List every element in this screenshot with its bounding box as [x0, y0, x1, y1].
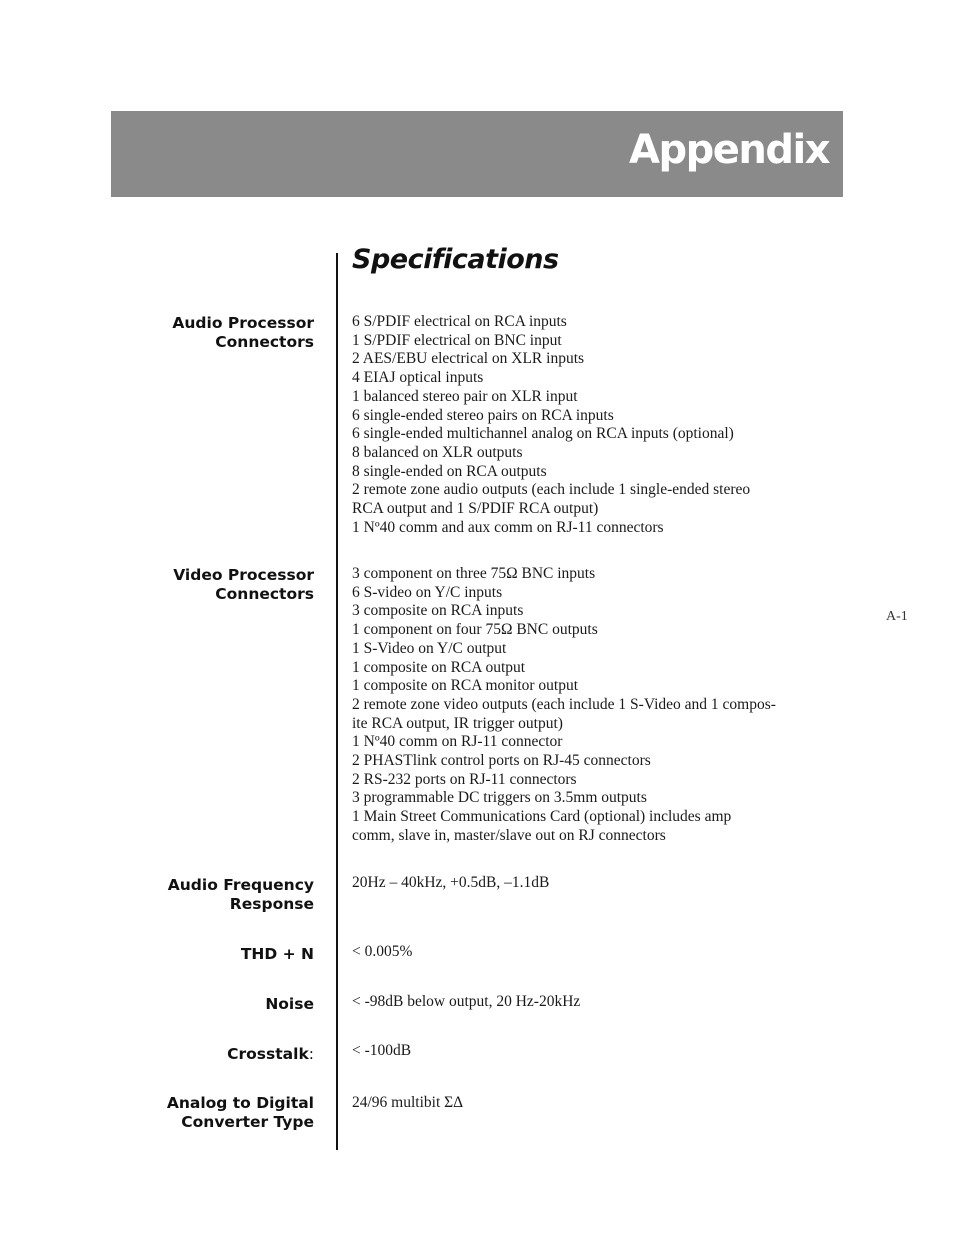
spec-value-line: 3 composite on RCA inputs — [352, 602, 524, 620]
spec-value-line: RCA output and 1 S/PDIF RCA output) — [352, 500, 599, 518]
spec-label-line-wrap — [74, 1045, 314, 1064]
spec-value-line: 6 single-ended multichannel analog on RCA inputs (optional) — [352, 425, 734, 443]
spec-value-line: 6 S/PDIF electrical on RCA inputs — [352, 313, 567, 330]
spec-value-line: < 0.005% — [352, 943, 413, 960]
spec-value-line: < -98dB below output, 20 Hz-20kHz — [352, 993, 581, 1010]
spec-value-line: 4 EIAJ optical inputs — [352, 369, 484, 387]
spec-label-line: Connectors — [215, 333, 314, 351]
spec-label — [74, 314, 314, 352]
spec-value-line: 2 RS-232 ports on RJ-11 connectors — [352, 770, 577, 788]
spec-value-line: ite RCA output, IR trigger output) — [352, 714, 563, 732]
spec-label-line: Noise — [265, 995, 314, 1013]
spec-values — [352, 1042, 852, 1061]
spec-value-line: 1 composite on RCA monitor output — [352, 677, 579, 695]
spec-value-line: 1 Nº40 comm and aux comm on RJ-11 connectors — [352, 518, 664, 536]
spec-value-line: 1 Nº40 comm on RJ-11 connector — [352, 733, 563, 751]
spec-value-line: 1 balanced stereo pair on XLR input — [352, 387, 578, 405]
spec-value-line: 8 single-ended on RCA outputs — [352, 462, 547, 480]
spec-values — [352, 943, 852, 962]
spec-value-line: 6 single-ended stereo pairs on RCA inputs — [352, 406, 614, 424]
spec-value-line: 3 programmable DC triggers on 3.5mm outputs — [352, 789, 647, 807]
spec-value-line: 1 S-Video on Y/C output — [352, 639, 507, 657]
spec-value-line: 6 S-video on Y/C inputs — [352, 583, 503, 601]
spec-values — [352, 313, 852, 537]
spec-value-line: 2 AES/EBU electrical on XLR inputs — [352, 350, 585, 368]
spec-label-suffix: : — [308, 1045, 314, 1063]
spec-value-line: 3 component on three 75Ω BNC inputs — [352, 565, 596, 582]
spec-value-line: 2 remote zone audio outputs (each include 1 single-ended stereo — [352, 481, 751, 499]
spec-label — [74, 876, 314, 914]
spec-label-line: THD + N — [240, 945, 314, 963]
spec-value-line: 24/96 multibit ΣΔ — [352, 1094, 464, 1111]
spec-value-line: 1 composite on RCA output — [352, 658, 526, 676]
spec-label-line: Connectors — [215, 585, 314, 603]
spec-values — [352, 565, 852, 846]
spec-value-line: 1 S/PDIF electrical on BNC input — [352, 331, 562, 349]
spec-value-line: comm, slave in, master/slave out on RJ connectors — [352, 826, 666, 844]
spec-label-line: Analog to Digital — [166, 1094, 314, 1112]
spec-value-line: 2 remote zone video outputs (each include 1 S-Video and 1 compos- — [352, 695, 776, 713]
spec-value-line: 1 Main Street Communications Card (optional) includes amp — [352, 808, 732, 826]
spec-label-line: Audio Frequency — [167, 876, 314, 894]
spec-value-line: 1 component on four 75Ω BNC outputs — [352, 621, 598, 639]
spec-label-line: Crosstalk — [227, 1045, 309, 1063]
spec-label — [74, 945, 314, 964]
chapter-title: Appendix — [629, 127, 829, 173]
spec-values — [352, 1094, 852, 1113]
spec-label — [74, 1094, 314, 1132]
section-title: Specifications — [352, 244, 559, 275]
spec-value-line: 8 balanced on XLR outputs — [352, 443, 523, 461]
spec-label — [74, 995, 314, 1014]
spec-values — [352, 874, 852, 893]
spec-value-line: 20Hz – 40kHz, +0.5dB, –1.1dB — [352, 874, 550, 891]
page-number: A-1 — [886, 609, 908, 624]
spec-values — [352, 993, 852, 1012]
vertical-divider — [336, 253, 338, 1150]
spec-label-line: Video Processor — [173, 566, 314, 584]
chapter-banner — [111, 111, 843, 197]
spec-label — [74, 566, 314, 604]
spec-label — [74, 1045, 314, 1064]
spec-label-line: Converter Type — [181, 1113, 314, 1131]
spec-value-line: 2 PHASTlink control ports on RJ-45 connectors — [352, 752, 651, 770]
spec-value-line: < -100dB — [352, 1042, 412, 1059]
spec-label-line: Audio Processor — [172, 314, 314, 332]
spec-label-line: Response — [229, 895, 314, 913]
